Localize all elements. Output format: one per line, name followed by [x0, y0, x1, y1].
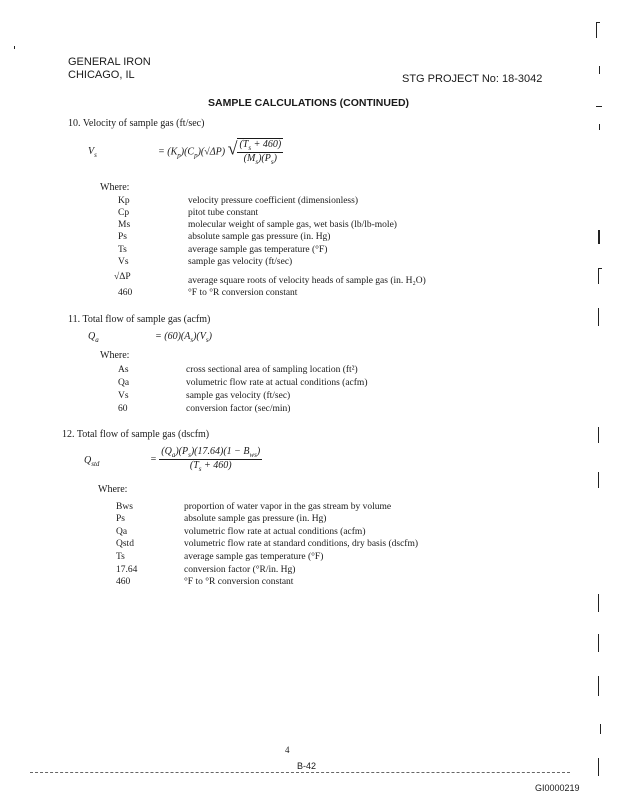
section-12-heading: 12. Total flow of sample gas (dscfm) — [62, 429, 210, 440]
term-definition: sample gas velocity (ft/sec) — [186, 391, 291, 401]
term-definition: volumetric flow rate at actual conditions (acfm) — [184, 527, 366, 537]
term-definition: average square roots of velocity heads of sample gas (in. H₂O) — [188, 276, 426, 286]
term-definition: pitot tube constant — [188, 208, 259, 218]
term-definition: sample gas velocity (ft/sec) — [188, 257, 293, 267]
term-definition: volumetric flow rate at actual conditions (acfm) — [186, 378, 368, 388]
term-definition: conversion factor (°R/in. Hg) — [184, 565, 296, 575]
term-symbol: As — [118, 365, 129, 375]
term-definition: °F to °R conversion constant — [188, 288, 298, 298]
section-11-lhs: $Q_a$ — [88, 331, 99, 344]
term-symbol: 460 — [118, 288, 133, 298]
section-12-lhs: $Q_{std}$ — [84, 455, 100, 468]
term-definition: volumetric flow rate at standard conditions, dry basis (dscfm) — [184, 539, 419, 549]
term-symbol: Cp — [118, 208, 130, 218]
footer-rule — [30, 772, 570, 773]
term-symbol: 17.64 — [116, 565, 138, 575]
section-11-where: Where: — [100, 350, 130, 361]
term-symbol: Ps — [118, 232, 127, 242]
appendix-page: B-42 — [297, 761, 317, 771]
section-11-equation: = $(60)(A_s)(V_s)$ — [155, 331, 212, 344]
term-definition: average sample gas temperature (°F) — [184, 552, 324, 562]
term-definition: °F to °R conversion constant — [184, 577, 294, 587]
term-definition: molecular weight of sample gas, wet basis (lb/lb-mole) — [188, 220, 397, 230]
project-number: STG PROJECT No: 18-3042 — [402, 73, 543, 85]
bates-number: GI0000219 — [535, 783, 580, 793]
company-location: CHICAGO, IL — [68, 69, 135, 81]
term-definition: proportion of water vapor in the gas stream by volume — [184, 502, 392, 512]
term-symbol: √ΔP — [114, 272, 131, 282]
term-symbol: Ps — [116, 514, 125, 524]
term-definition: conversion factor (sec/min) — [186, 404, 291, 414]
section-12-where: Where: — [98, 484, 128, 495]
section-10-equation: = $(K_p)(C_p)(√\Delta P)$ √ $\frac{(T_s + 460)}{(M_s)(P_s)}$ — [158, 138, 282, 166]
company-name: GENERAL IRON — [68, 56, 151, 68]
page-number: 4 — [285, 745, 290, 755]
term-symbol: Ts — [118, 245, 127, 255]
section-12-equation: = $\frac{(Q_a)(P_s)(17.64)(1 - B_{ws})}{(T_s + 460)}$ — [150, 446, 261, 473]
term-symbol: 60 — [118, 404, 128, 414]
term-definition: absolute sample gas pressure (in. Hg) — [188, 232, 331, 242]
section-10-heading: 10. Velocity of sample gas (ft/sec) — [68, 118, 205, 129]
term-symbol: Qa — [116, 527, 128, 537]
term-definition: average sample gas temperature (°F) — [188, 245, 328, 255]
term-symbol: Vs — [118, 257, 129, 267]
section-10-lhs: $V_s$ — [88, 146, 97, 159]
section-10-where: Where: — [100, 182, 130, 193]
term-symbol: Kp — [118, 196, 130, 206]
page-title: SAMPLE CALCULATIONS (CONTINUED) — [208, 97, 410, 109]
term-definition: velocity pressure coefficient (dimensionless) — [188, 196, 358, 206]
term-symbol: 460 — [116, 577, 131, 587]
term-symbol: Ms — [118, 220, 131, 230]
term-symbol: Vs — [118, 391, 129, 401]
section-11-heading: 11. Total flow of sample gas (acfm) — [68, 314, 211, 325]
term-symbol: Qa — [118, 378, 130, 388]
term-symbol: Qstd — [116, 539, 134, 549]
term-definition: absolute sample gas pressure (in. Hg) — [184, 514, 327, 524]
term-definition: cross sectional area of sampling location (ft²) — [186, 365, 358, 375]
term-symbol: Bws — [116, 502, 133, 512]
term-symbol: Ts — [116, 552, 125, 562]
